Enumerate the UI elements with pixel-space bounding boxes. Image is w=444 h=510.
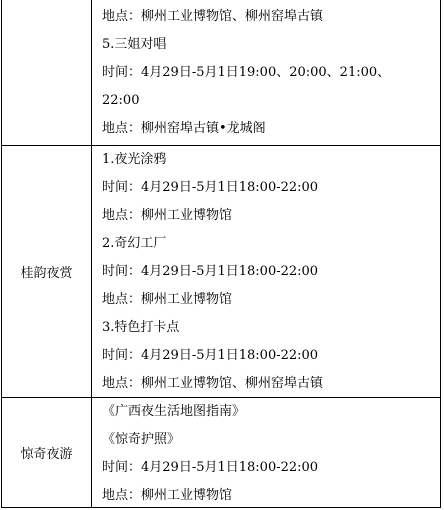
table-row [2,0,440,145]
venue-line: 地点：柳州工业博物馆、柳州窑埠古镇 [102,376,324,391]
venue-line: 地点：柳州工业博物馆 [102,488,233,503]
event-title: 5.三姐对唱 [102,37,167,52]
time-line: 时间：4月29日-5月1日19:00、20:00、21:00、 [102,65,391,80]
category-cell [2,0,92,145]
event-title: 1.夜光涂鸦 [102,152,167,167]
guide-title: 《广西夜生活地图指南》 [102,404,246,419]
guide-title: 《惊奇护照》 [102,432,181,447]
time-line: 时间：4月29日-5月1日18:00-22:00 [102,264,319,279]
category-cell: 桂韵夜赏 [2,146,92,397]
content-cell [102,146,436,398]
table-row [2,397,440,507]
category-cell: 惊奇夜游 [2,398,92,507]
table-row [2,145,440,397]
venue-line: 地点：柳州工业博物馆、柳州窑埠古镇 [102,9,324,24]
venue-line: 地点：柳州工业博物馆 [102,292,233,307]
time-line-continued: 22:00 [102,93,140,108]
time-line: 时间：4月29日-5月1日18:00-22:00 [102,460,319,475]
content-cell [102,398,436,510]
venue-line: 地点：柳州工业博物馆 [102,208,233,223]
schedule-table [1,0,441,508]
event-title: 2.奇幻工厂 [102,236,167,251]
time-line: 时间：4月29日-5月1日18:00-22:00 [102,348,319,363]
content-cell [102,3,436,143]
venue-line: 地点：柳州窑埠古镇•龙城阁 [102,121,266,136]
time-line: 时间：4月29日-5月1日18:00-22:00 [102,180,319,195]
event-title: 3.特色打卡点 [102,320,180,335]
